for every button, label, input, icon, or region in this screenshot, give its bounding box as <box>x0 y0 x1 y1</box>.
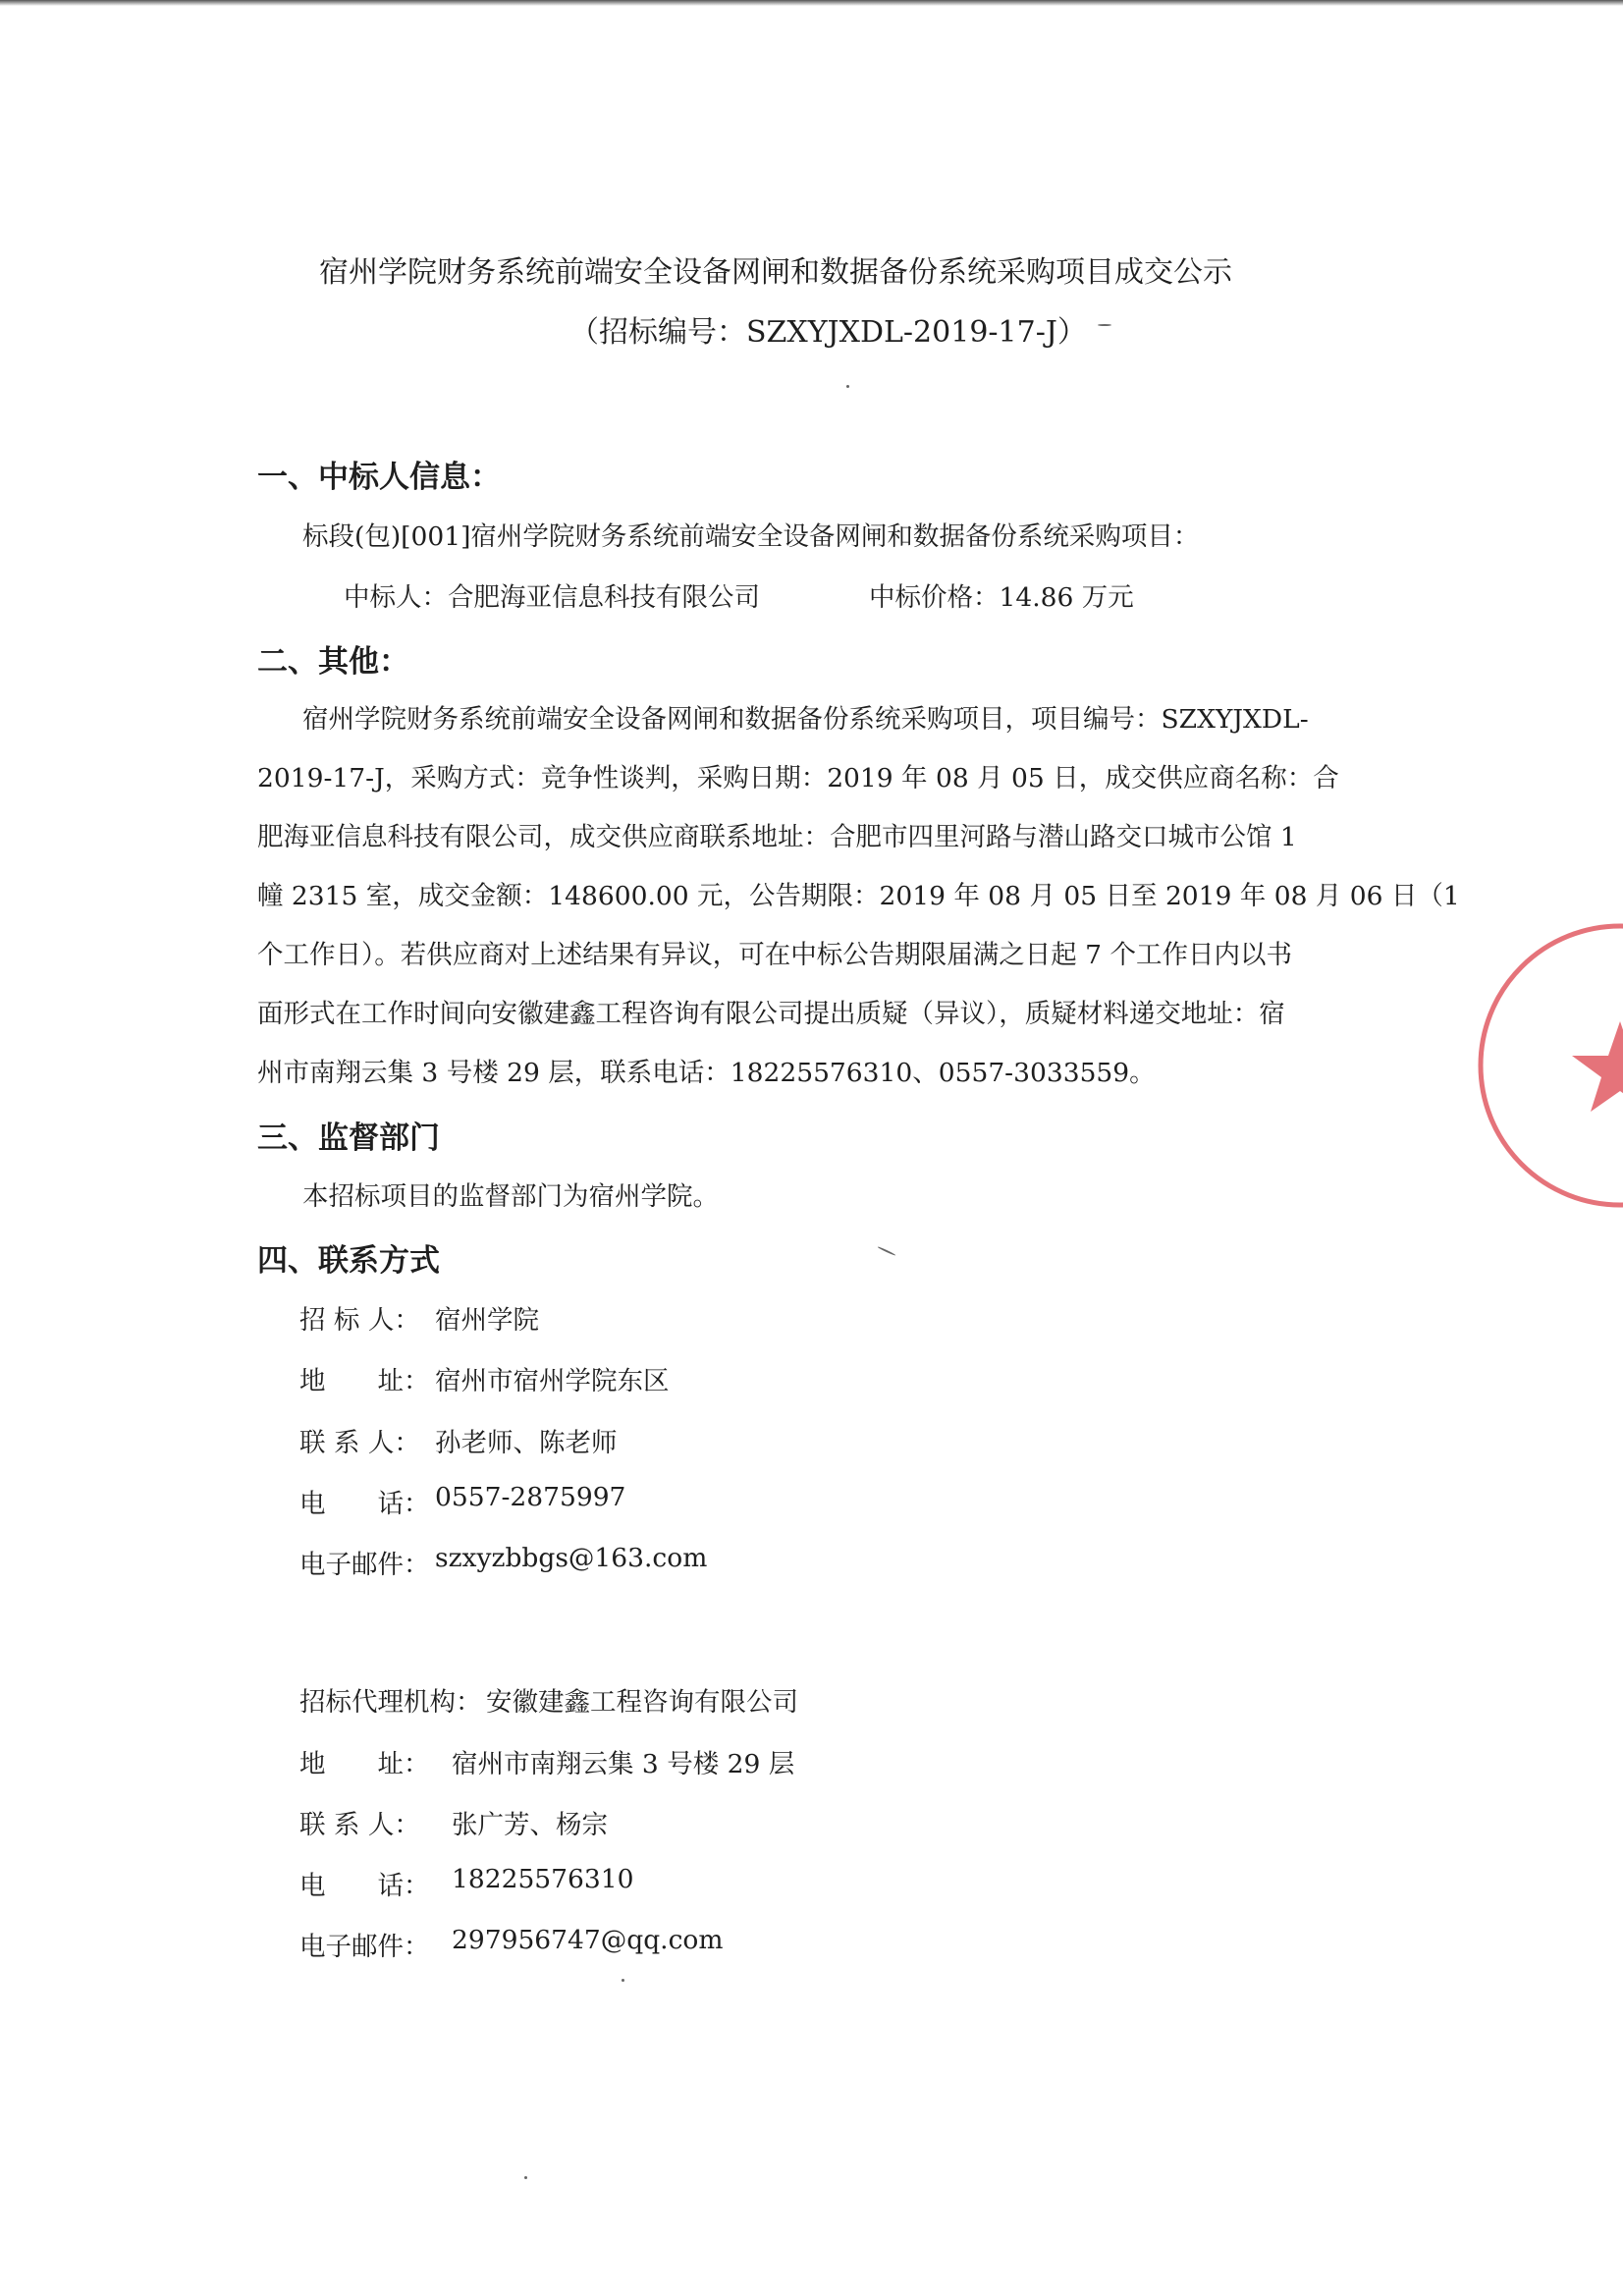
paragraph-line: 幢 2315 室，成交金额：148600.00 元，公告期限：2019 年 08 月 05 日至 2019 年 08 月 06 日（1 <box>257 881 1460 911</box>
paragraph-line: 州市南翔云集 3 号楼 29 层，联系电话：18225576310、0557-3033559。 <box>257 1058 1156 1088</box>
agency-phone-label: 电 话： <box>299 1871 430 1901</box>
agency-email-value: 297956747@qq.com <box>452 1925 724 1955</box>
contact-person-label: 联 系 人： <box>299 1428 420 1458</box>
email-value: szxyzbbgs@163.com <box>435 1543 708 1573</box>
email-label: 电子邮件： <box>299 1550 430 1580</box>
section-heading-winner: 一、中标人信息： <box>257 460 501 495</box>
agency-email-label: 电子邮件： <box>299 1932 430 1962</box>
winner-price: 中标价格：14.86 万元 <box>869 582 1134 613</box>
address-label: 地 址： <box>299 1366 430 1396</box>
scan-speck <box>524 2176 527 2179</box>
supervision-text: 本招标项目的监督部门为宿州学院。 <box>302 1181 719 1212</box>
agency-phone-value: 18225576310 <box>452 1864 634 1894</box>
agency-label: 招标代理机构： <box>299 1687 482 1718</box>
tenderer-value: 宿州学院 <box>435 1305 539 1336</box>
section-heading-supervision: 三、监督部门 <box>257 1121 440 1156</box>
contact-person-value: 孙老师、陈老师 <box>435 1428 618 1458</box>
official-seal-stamp <box>1473 918 1623 1213</box>
paragraph-line: 面形式在工作时间向安徽建鑫工程咨询有限公司提出质疑（异议），质疑材料递交地址：宿 <box>257 999 1285 1029</box>
lot-line: 标段(包)[001]宿州学院财务系统前端安全设备网闸和数据备份系统采购项目： <box>302 521 1200 552</box>
paragraph-line: 2019-17-J，采购方式：竞争性谈判，采购日期：2019 年 08 月 05 日，成交供应商名称：合 <box>257 763 1339 793</box>
scan-edge-shadow <box>0 0 1623 6</box>
paragraph-line: 肥海亚信息科技有限公司，成交供应商联系地址：合肥市四里河路与潜山路交口城市公馆 1 <box>257 822 1297 852</box>
paragraph-line: 个工作日）。若供应商对上述结果有异议，可在中标公告期限届满之日起 7 个工作日内以书 <box>257 940 1292 970</box>
phone-label: 电 话： <box>299 1489 430 1519</box>
scan-speck <box>846 385 849 388</box>
agency-address-label: 地 址： <box>299 1749 430 1779</box>
scan-speck <box>1098 324 1111 326</box>
agency-address-value: 宿州市南翔云集 3 号楼 29 层 <box>452 1749 795 1779</box>
phone-value: 0557-2875997 <box>435 1482 626 1512</box>
winner-name: 中标人：合肥海亚信息科技有限公司 <box>344 582 760 613</box>
document-title: 宿州学院财务系统前端安全设备网闸和数据备份系统采购项目成交公示 <box>319 255 1232 290</box>
agency-contact-label: 联 系 人： <box>299 1810 420 1840</box>
agency-contact-value: 张广芳、杨宗 <box>452 1810 608 1840</box>
scan-speck <box>622 1979 624 1982</box>
section-heading-other: 二、其他： <box>257 644 409 680</box>
scan-speck <box>878 1246 896 1256</box>
address-value: 宿州市宿州学院东区 <box>435 1366 670 1396</box>
paragraph-line: 宿州学院财务系统前端安全设备网闸和数据备份系统采购项目，项目编号：SZXYJXDL- <box>302 704 1309 735</box>
tenderer-label: 招 标 人： <box>299 1305 420 1336</box>
seal-ring-icon <box>1473 918 1623 1213</box>
agency-value: 安徽建鑫工程咨询有限公司 <box>486 1687 798 1718</box>
section-heading-contact: 四、联系方式 <box>257 1243 440 1279</box>
tender-number: （招标编号：SZXYJXDL-2019-17-J） <box>569 315 1087 350</box>
